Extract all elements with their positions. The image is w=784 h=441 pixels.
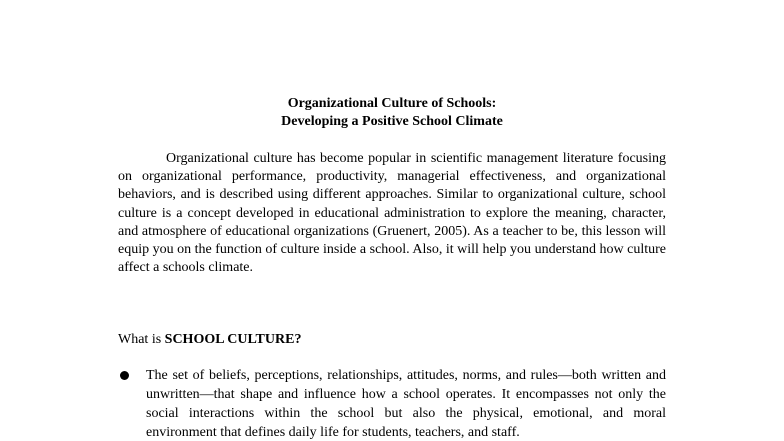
title-line-2: Developing a Positive School Climate — [281, 114, 503, 129]
bullet-dot-icon — [120, 371, 129, 380]
section-heading-strong: SCHOOL CULTURE? — [164, 332, 302, 347]
section-heading-prefix: What is — [118, 332, 165, 347]
section-heading — [118, 331, 301, 349]
intro-paragraph: Organizational culture has become popular in scientific management literature focusing on organizational performance, productivity, managerial effectiveness, and organizational behaviors, and is described using different approaches. Similar to organizational culture, school culture is a concept developed in educational administration to explore the meaning, character, and atmosphere of educational organizations (Gruenert, 2005). As a teacher to be, this lesson will equip you on the function of culture inside a school. Also, it will help you understand how culture affect a schools climate. — [118, 151, 666, 276]
bullet-item — [118, 366, 666, 441]
title-line-1: Organizational Culture of Schools: — [287, 96, 497, 111]
bullet-text: The set of beliefs, perceptions, relationships, attitudes, norms, and rules—both written and unwritten—that shape and influence how a school operates. It encompasses not only the social interactions within the school but also the physical, emotional, and moral environment that defines daily life for students, teachers, and staff. — [146, 368, 666, 440]
bullet-list — [118, 366, 666, 441]
document-title — [118, 95, 666, 131]
